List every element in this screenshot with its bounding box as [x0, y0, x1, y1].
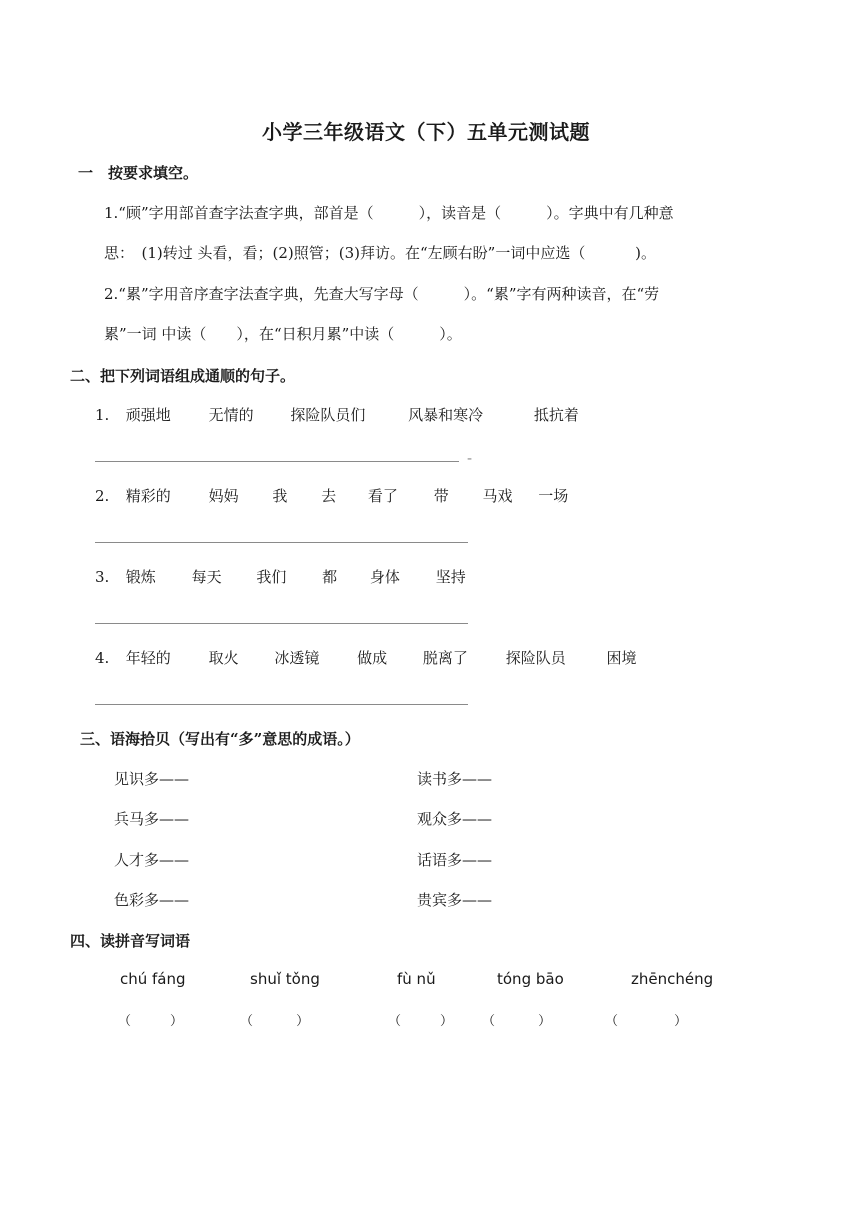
word: 一场 [538, 487, 569, 505]
pinyin-word: shuǐ tǒng [250, 970, 320, 988]
idiom-prompt: 读书多—— [417, 770, 493, 788]
pinyin-word: fù nǔ [397, 970, 436, 988]
word: 都 [322, 568, 338, 586]
idiom-prompt: 见识多—— [114, 770, 190, 788]
idiom-prompt: 贵宾多—— [417, 891, 493, 909]
word: 无情的 [208, 406, 254, 424]
answer-line[interactable] [95, 704, 468, 705]
word: 顽强地 [125, 406, 171, 424]
answer-line[interactable] [95, 542, 468, 543]
pinyin-word: zhēnchéng [631, 970, 714, 988]
sentence-item-4 [95, 647, 636, 668]
word: 风暴和寒冷 [408, 406, 484, 424]
answer-bracket[interactable]: （ ） [388, 1014, 454, 1029]
item-number: 2. [95, 487, 110, 505]
word: 年轻的 [125, 649, 171, 667]
word: 看了 [367, 487, 398, 505]
word: 探险队员们 [290, 406, 366, 424]
word: 冰透镜 [274, 649, 320, 667]
word: 做成 [357, 649, 388, 667]
word: 精彩的 [125, 487, 171, 505]
answer-line[interactable] [95, 623, 468, 624]
item-number: 1. [95, 406, 110, 424]
word: 妈妈 [208, 487, 239, 505]
answer-bracket[interactable]: （ ） [605, 1014, 688, 1029]
word: 坚持 [435, 568, 466, 586]
section-4-heading: 四、读拼音写词语 [70, 932, 191, 950]
word: 马戏 [482, 487, 513, 505]
idiom-prompt: 色彩多—— [114, 891, 190, 909]
question-2-line-2: 累”一词 中读（ ），在“日积月累”中读（ ）。 [104, 325, 462, 343]
word: 身体 [369, 568, 400, 586]
word: 带 [433, 487, 449, 505]
question-1-line-2: 思： (1)转过 头看，看；(2)照管；(3)拜访。在“左顾右盼”一词中应选（ )。 [104, 244, 656, 262]
word: 探险队员 [505, 649, 566, 667]
section-2-heading: 二、把下列词语组成通顺的句子。 [70, 367, 296, 385]
word: 锻炼 [125, 568, 156, 586]
answer-bracket[interactable]: （ ） [118, 1014, 184, 1029]
word: 去 [321, 487, 337, 505]
answer-bracket[interactable]: （ ） [482, 1014, 552, 1029]
word: 困境 [606, 649, 637, 667]
answer-line[interactable] [95, 461, 459, 462]
pinyin-word: tóng bāo [497, 970, 564, 988]
question-2-line-1: 2.“累”字用音序查字法查字典，先查大写字母（ ）。“累”字有两种读音，在“劳 [104, 285, 660, 303]
word: 脱离了 [422, 649, 468, 667]
answer-bracket[interactable]: （ ） [240, 1014, 310, 1029]
sentence-item-2 [95, 485, 568, 506]
item-number: 4. [95, 649, 110, 667]
idiom-prompt: 人才多—— [114, 851, 190, 869]
word: 抵抗着 [533, 406, 579, 424]
section-1-heading: 一 按要求填空。 [78, 164, 199, 182]
word: 每天 [191, 568, 222, 586]
section-3-heading: 三、语海拾贝（写出有“多”意思的成语。） [80, 730, 360, 748]
word: 我 [272, 487, 288, 505]
word: 取火 [208, 649, 239, 667]
idiom-prompt: 观众多—— [417, 810, 493, 828]
dash-mark: - [467, 449, 473, 467]
pinyin-word: chú fáng [120, 970, 186, 988]
question-1-line-1: 1.“顾”字用部首查字法查字典，部首是（ ），读音是（ ）。字典中有几种意 [104, 204, 674, 222]
page-title: 小学三年级语文（下）五单元测试题 [262, 120, 590, 144]
idiom-prompt: 话语多—— [417, 851, 493, 869]
sentence-item-3 [95, 566, 466, 587]
word: 我们 [256, 568, 287, 586]
sentence-item-1 [95, 404, 579, 425]
idiom-prompt: 兵马多—— [114, 810, 190, 828]
item-number: 3. [95, 568, 110, 586]
